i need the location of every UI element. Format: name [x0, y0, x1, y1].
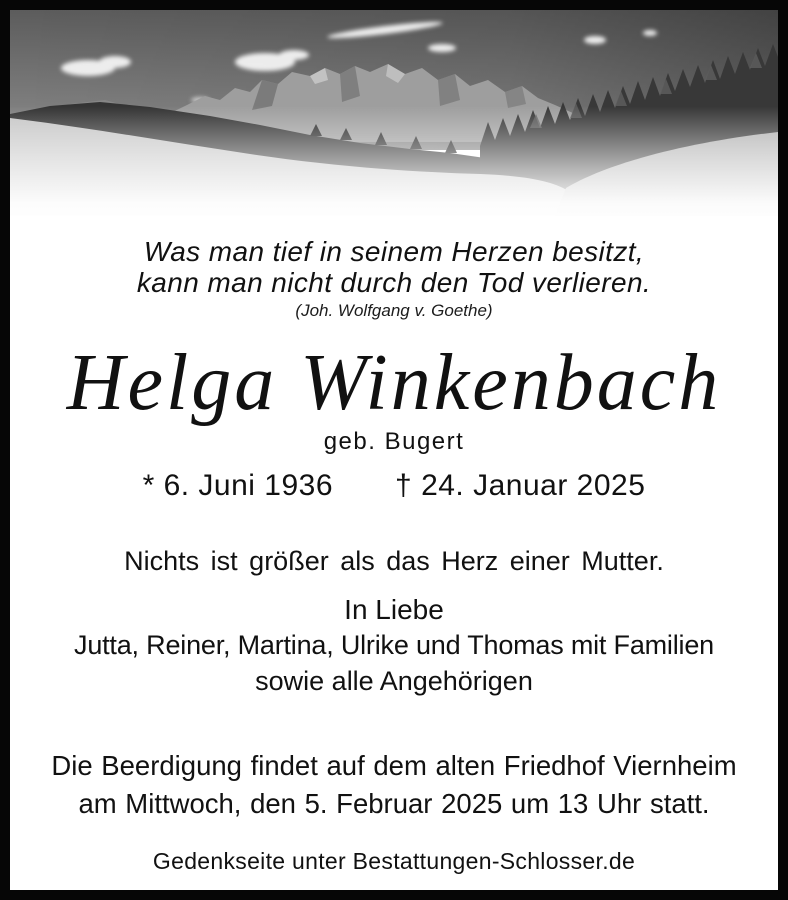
- tribute-in-love: In Liebe: [344, 594, 444, 625]
- tribute-family-names: Jutta, Reiner, Martina, Ulrike und Thomas mit Familien: [74, 630, 714, 660]
- funeral-info-line-2: am Mittwoch, den 5. Februar 2025 um 13 Uhr statt.: [78, 788, 710, 819]
- deceased-name: Helga Winkenbach: [66, 339, 722, 427]
- funeral-info-line-1: Die Beerdigung findet auf dem alten Friedhof Viernheim: [51, 750, 737, 781]
- tribute-headline: Nichts ist größer als das Herz einer Mutter.: [124, 546, 664, 576]
- maiden-name: geb. Bugert: [323, 428, 465, 455]
- quote-line-1: Was man tief in seinem Herzen besitzt,: [143, 236, 645, 267]
- tribute-relatives: sowie alle Angehörigen: [255, 666, 533, 696]
- quote-attribution: (Joh. Wolfgang v. Goethe): [295, 301, 493, 320]
- quote-line-2: kann man nicht durch den Tod verlieren.: [136, 267, 652, 298]
- life-dates: [10, 468, 778, 504]
- birth-date: * 6. Juni 1936: [142, 469, 334, 502]
- notice-body: [10, 236, 778, 875]
- memorial-site-line: Gedenkseite unter Bestattungen-Schlosser.de: [152, 848, 636, 874]
- death-date: † 24. Januar 2025: [395, 469, 646, 502]
- mountain-panorama-photo: [10, 10, 778, 228]
